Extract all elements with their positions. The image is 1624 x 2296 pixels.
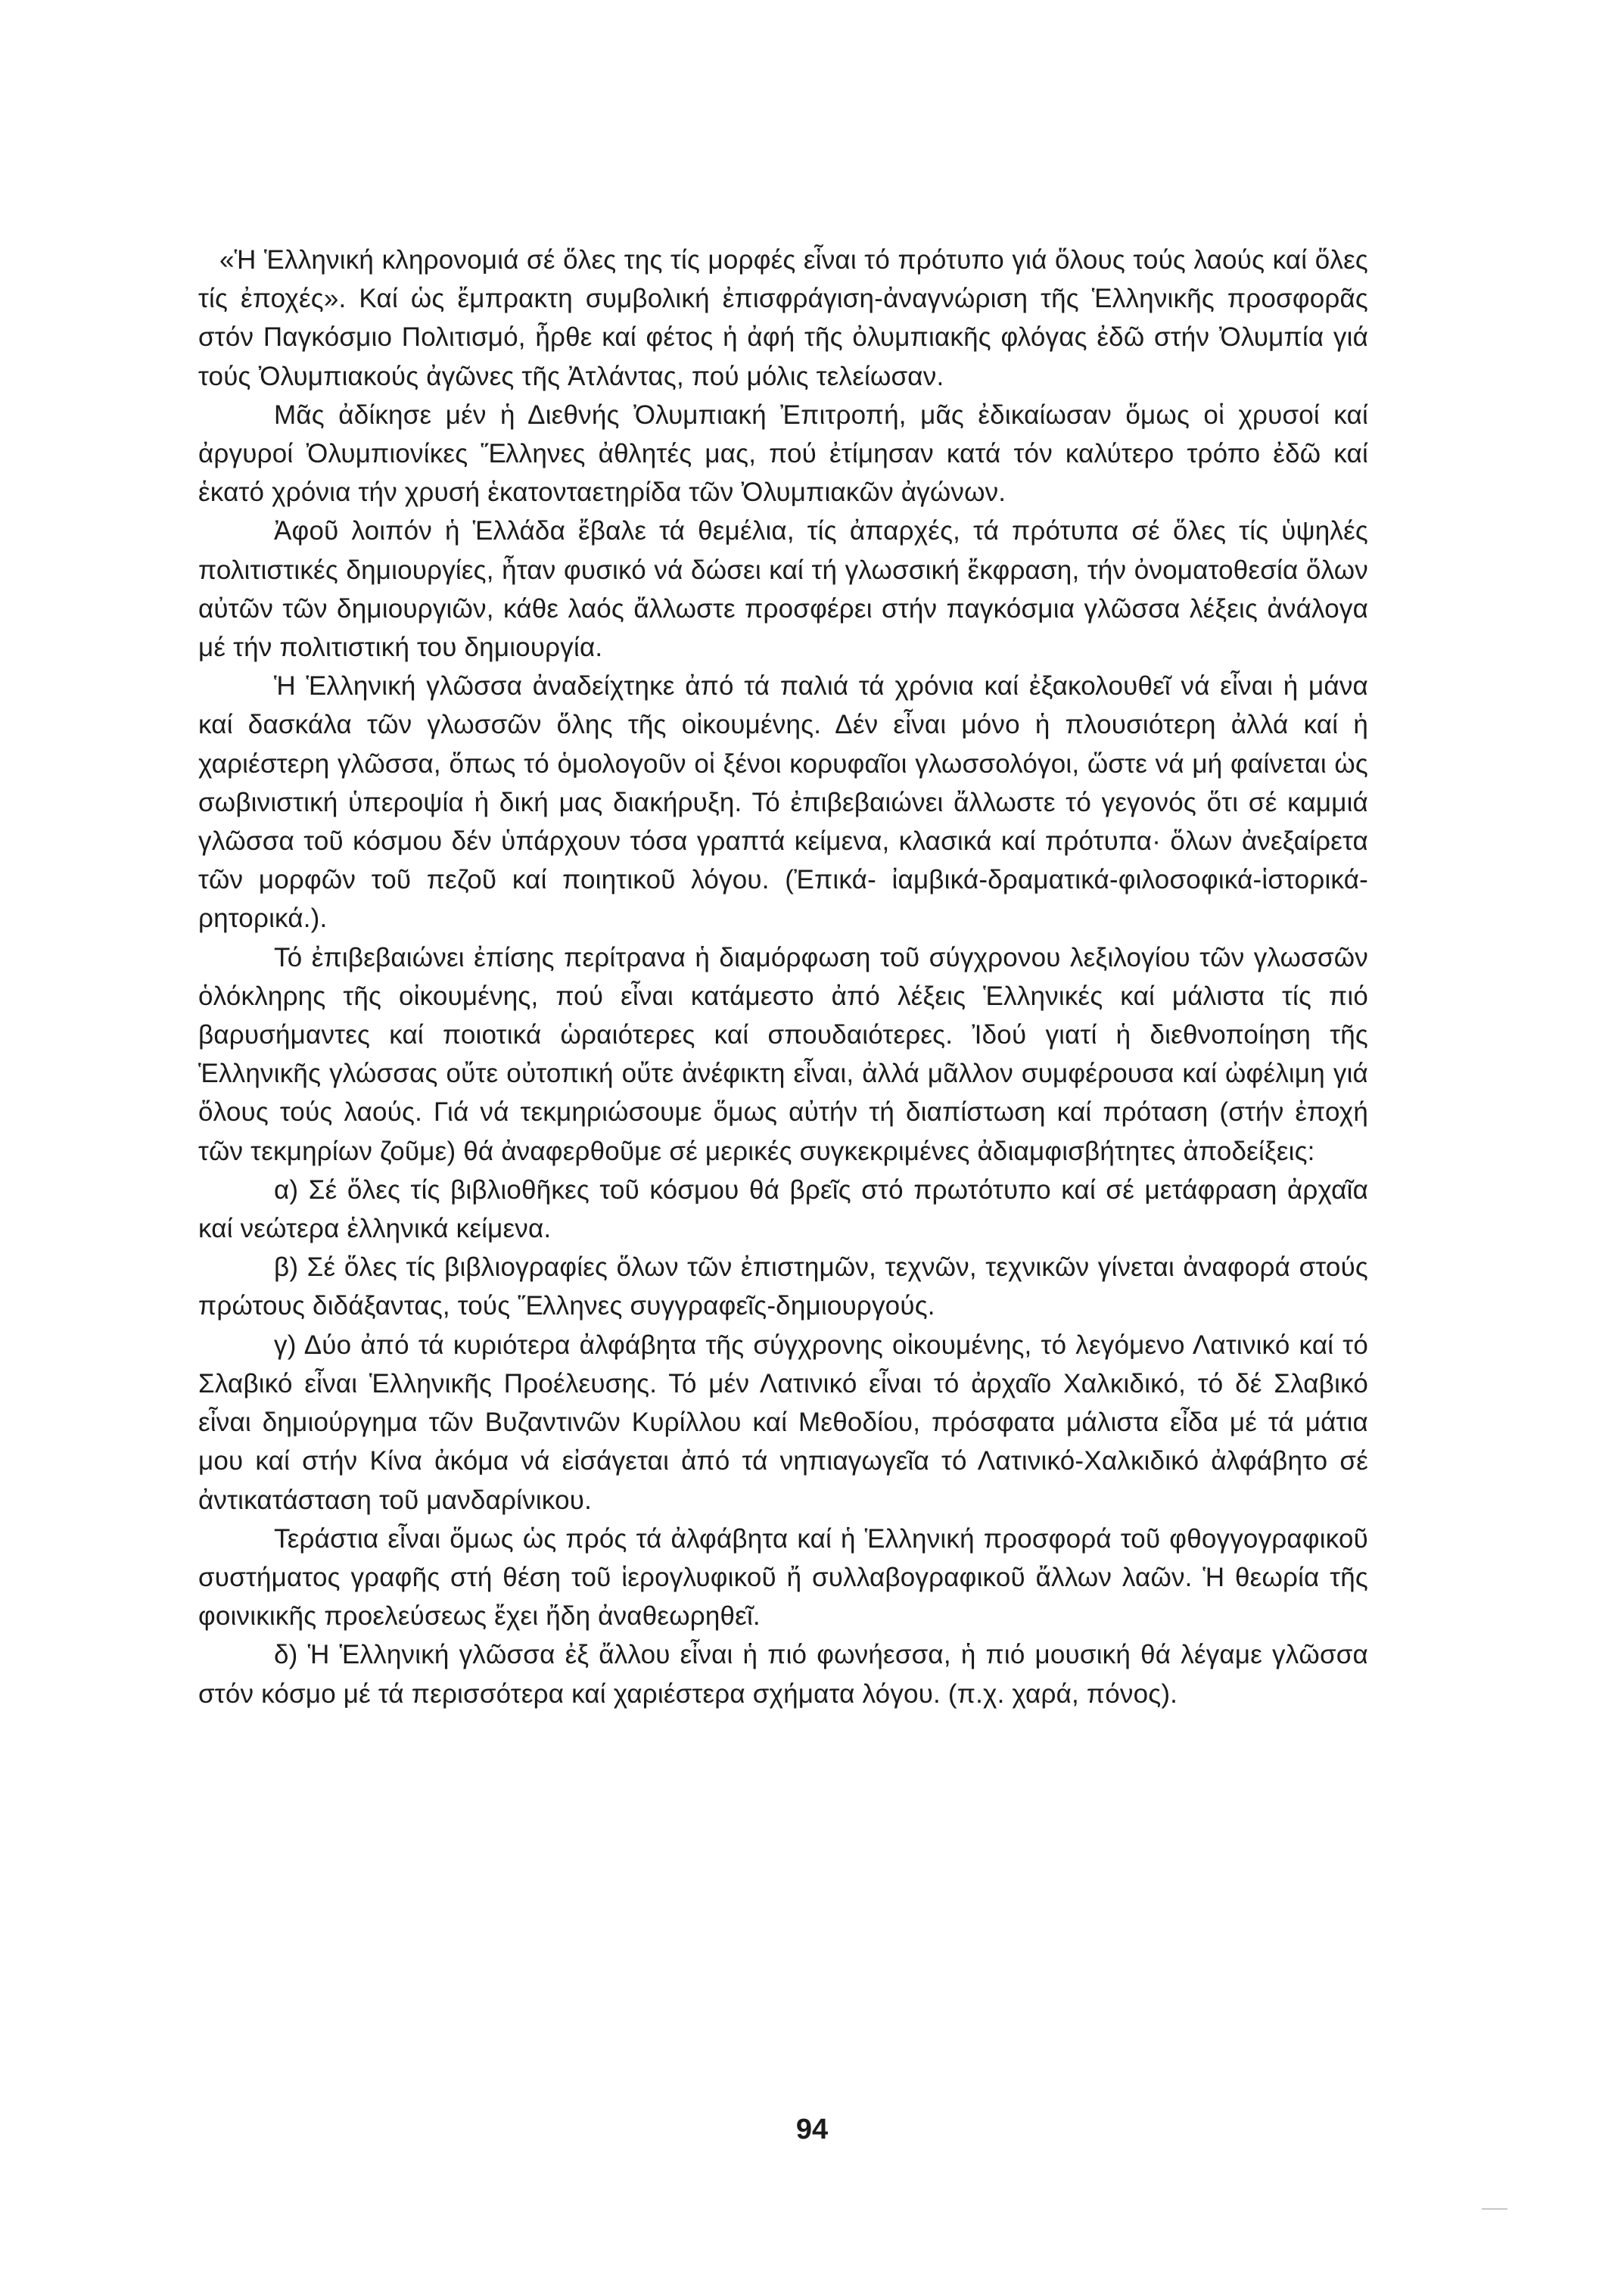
paragraph-10: δ) Ἡ Ἑλληνική γλῶσσα ἐξ ἄλλου εἶναι ἡ πιό φωνήεσσα, ἡ πιό μουσική θά λέγαμε γλῶσσα στόν κόσμο μέ τά περισσότερα καί χαριέστερα σχήματα λόγου. (π.χ. χαρά, πόνος). xyxy=(198,1640,1368,1709)
paragraph-1: «Ἡ Ἑλληνική κληρονομιά σέ ὅλες της τίς μορφές εἶναι τό πρότυπο γιά ὅλους τούς λαούς καί ὅλες τίς ἐποχές». Καί ὡς ἔμπρακτη συμβολική ἐπισφράγιση-ἀναγνώριση τῆς Ἑλληνικῆς προσφορᾶς στόν Παγκόσμιο Πολιτισμό, ἦρθε καί φέτος ἡ ἀφή τῆς ὀλυμπιακῆς φλόγας ἐδῶ στήν Ὀλυμπία γιά τούς Ὀλυμπιακούς ἀγῶνες τῆς Ἀτλάντας, πού μόλις τελείωσαν. xyxy=(198,245,1368,391)
page-number: 94 xyxy=(795,2114,829,2145)
paragraph-2: Μᾶς ἀδίκησε μέν ἡ Διεθνής Ὀλυμπιακή Ἐπιτροπή, μᾶς ἐδικαίωσαν ὅμως οἱ χρυσοί καί ἀργυροί Ὀλυμπιονίκες Ἕλληνες ἀθλητές μας, πού ἐτίμησαν κατά τόν καλύτερο τρόπο ἐδῶ καί ἑκατό χρόνια τήν χρυσή ἑκατονταετηρίδα τῶν Ὀλυμπιακῶν ἀγώνων. xyxy=(198,400,1368,508)
paragraph-5: Τό ἐπιβεβαιώνει ἐπίσης περίτρανα ἡ διαμόρφωση τοῦ σύγχρονου λεξιλογίου τῶν γλωσσῶν ὁλόκληρης τῆς οἰκουμένης, πού εἶναι κατάμεστο ἀπό λέξεις Ἑλληνικές καί μάλιστα τίς πιό βαρυσήμαντες καί ποιοτικά ὡραιότερες καί σπουδαιότερες. Ἰδού γιατί ἡ διεθνοποίηση τῆς Ἑλληνικῆς γλώσσας οὔτε οὐτοπική οὔτε ἀνέφικτη εἶναι, ἀλλά μᾶλλον συμφέρουσα καί ὠφέλιμη γιά ὅλους τούς λαούς. Γιά νά τεκμηριώσουμε ὅμως αὐτήν τή διαπίστωση καί πρόταση (στήν ἐποχή τῶν τεκμηρίων ζοῦμε) θά ἀναφερθοῦμε σέ μερικές συγκεκριμένες ἀδιαμφισβήτητες ἀποδείξεις: xyxy=(198,942,1368,1166)
paragraph-4: Ἡ Ἑλληνική γλῶσσα ἀναδείχτηκε ἀπό τά παλιά τά χρόνια καί ἐξακολουθεῖ νά εἶναι ἡ μάνα καί δασκάλα τῶν γλωσσῶν ὅλης τῆς οἰκουμένης. Δέν εἶναι μόνο ἡ πλουσιότερη ἀλλά καί ἡ χαριέστερη γλῶσσα, ὅπως τό ὁμολογοῦν οἱ ξένοι κορυφαῖοι γλωσσολόγοι, ὥστε νά μή φαίνεται ὡς σωβινιστική ὑπεροψία ἡ δική μας διακήρυξη. Τό ἐπιβεβαιώνει ἄλλωστε τό γεγονός ὅτι σέ καμμιά γλῶσσα τοῦ κόσμου δέν ὑπάρχουν τόσα γραπτά κείμενα, κλασικά καί πρότυπα· ὅλων ἀνεξαίρετα τῶν μορφῶν τοῦ πεζοῦ καί ποιητικοῦ λόγου. (Ἐπικά- ἰαμβικά-δραματικά-φιλοσοφικά-ἱστορικά-ρητορικά.). xyxy=(198,671,1368,934)
paragraph-3: Ἀφοῦ λοιπόν ἡ Ἑλλάδα ἔβαλε τά θεμέλια, τίς ἀπαρχές, τά πρότυπα σέ ὅλες τίς ὑψηλές πολιτιστικές δημιουργίες, ἦταν φυσικό νά δώσει καί τή γλωσσική ἔκφραση, τήν ὀνοματοθεσία ὅλων αὐτῶν τῶν δημιουργιῶν, κάθε λαός ἄλλωστε προσφέρει στήν παγκόσμια γλῶσσα λέξεις ἀνάλογα μέ τήν πολιτιστική του δημιουργία. xyxy=(198,516,1368,663)
paragraph-8: γ) Δύο ἀπό τά κυριότερα ἀλφάβητα τῆς σύγχρονης οἰκουμένης, τό λεγόμενο Λατινικό καί τό Σλαβικό εἶναι Ἑλληνικῆς Προέλευσης. Τό μέν Λατινικό εἶναι τό ἀρχαῖο Χαλκιδικό, τό δέ Σλαβικό εἶναι δημιούργημα τῶν Βυζαντινῶν Κυρίλλου καί Μεθοδίου, πρόσφατα μάλιστα εἶδα μέ τά μάτια μου καί στήν Κίνα ἀκόμα νά εἰσάγεται ἀπό τά νηπιαγωγεῖα τό Λατινικό-Χαλκιδικό ἀλφάβητο σέ ἀντικατάσταση τοῦ μανδαρίνικου. xyxy=(198,1330,1368,1515)
scan-edge-mark xyxy=(1482,2208,1507,2210)
body-text xyxy=(198,241,1368,1713)
paragraph-7: β) Σέ ὅλες τίς βιβλιογραφίες ὅλων τῶν ἐπιστημῶν, τεχνῶν, τεχνικῶν γίνεται ἀναφορά στούς πρώτους διδάξαντας, τούς Ἕλληνες συγγραφεῖς-δημιουργούς. xyxy=(198,1252,1368,1321)
paragraph-9: Τεράστια εἶναι ὅμως ὡς πρός τά ἀλφάβητα καί ἡ Ἑλληνική προσφορά τοῦ φθογγογραφικοῦ συστήματος γραφῆς στή θέση τοῦ ἱερογλυφικοῦ ἤ συλλαβογραφικοῦ ἄλλων λαῶν. Ἡ θεωρία τῆς φοινικικῆς προελεύσεως ἔχει ἤδη ἀναθεωρηθεῖ. xyxy=(198,1523,1368,1632)
paragraph-6: α) Σέ ὅλες τίς βιβλιοθῆκες τοῦ κόσμου θά βρεῖς στό πρωτότυπο καί σέ μετάφραση ἀρχαῖα καί νεώτερα ἑλληνικά κείμενα. xyxy=(198,1174,1368,1244)
